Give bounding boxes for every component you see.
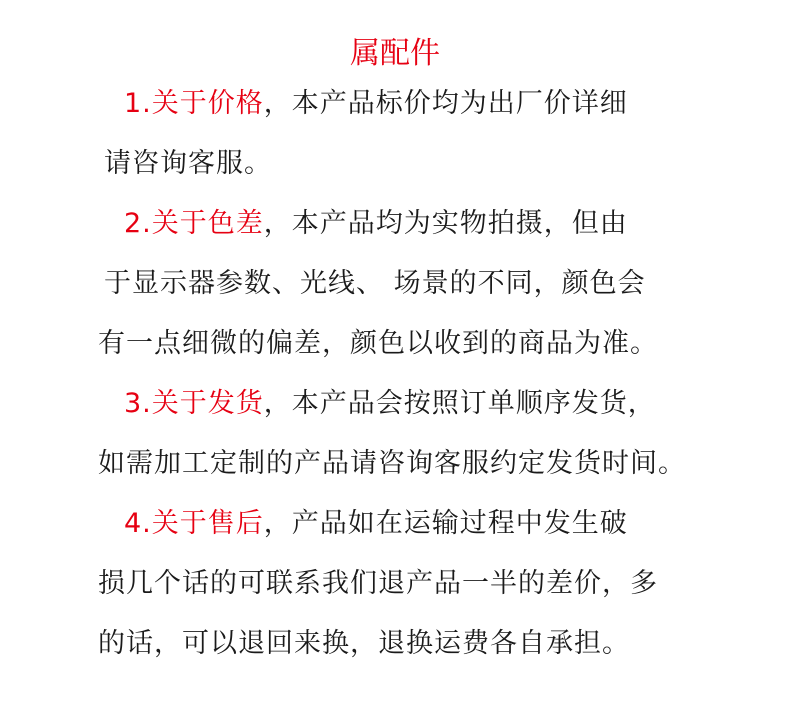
section-shipping-first-line [124,384,656,424]
section-color-first-line [124,204,628,244]
page-title: 属配件 [350,36,440,71]
section-text: ，本产品会按照订单顺序发货， [263,388,656,419]
section-text: ，本产品均为实物拍摄，但由 [263,208,628,239]
section-text: 于显示器参数、光线、 场景的不同，颜色会 [104,268,646,299]
section-text: 请咨询客服。 [104,148,272,179]
section-aftersales-first-line [124,504,628,544]
section-text: 有一点细微的偏差，颜色以收到的商品为准。 [98,328,658,359]
section-text: 如需加工定制的产品请咨询客服约定发货时间。 [98,448,686,479]
section-heading-shipping: 3.关于发货 [124,388,264,419]
section-text: 损几个话的可联系我们退产品一半的差价，多 [98,568,658,599]
section-price-first-line [124,84,628,124]
section-text: ，产品如在运输过程中发生破 [263,508,628,539]
section-heading-color: 2.关于色差 [124,208,264,239]
section-text: 的话，可以退回来换，退换运费各自承担。 [98,628,630,659]
section-heading-price: 1.关于价格 [124,88,264,119]
section-text: ，本产品标价均为出厂价详细 [263,88,628,119]
section-heading-aftersales: 4.关于售后 [124,508,264,539]
